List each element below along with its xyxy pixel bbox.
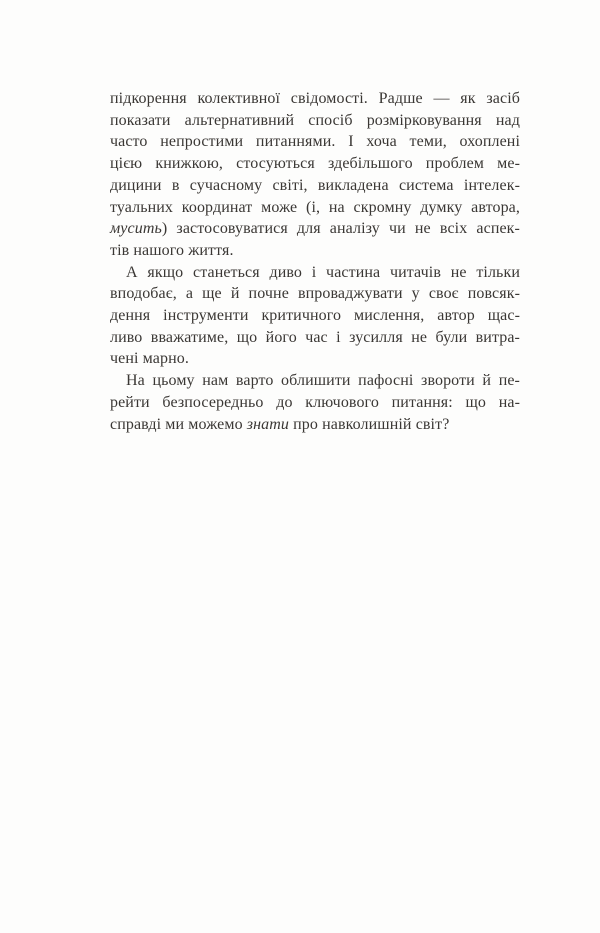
text-line: [110, 175, 520, 197]
text-line: [110, 414, 520, 436]
text-segment: часто непростими питаннями. І хоча теми, охоплені: [110, 133, 520, 151]
text-segment: тів нашого життя.: [110, 241, 234, 259]
text-line: [110, 240, 520, 262]
text-segment: рейти безпосередньо до ключового питання: що на-: [110, 393, 520, 411]
paragraph: [110, 370, 520, 435]
text-segment: чені марно.: [110, 350, 189, 368]
text-line: [110, 153, 520, 175]
text-segment: цією книжкою, стосуються здебільшого проблем ме-: [110, 155, 520, 173]
text-segment: ливо вважатиме, що його час і зусилля не були витра-: [110, 328, 520, 346]
text-segment: вподобає, а ще й почне впроваджувати у своє повсяк-: [110, 285, 520, 303]
text-line: [110, 197, 520, 219]
text-segment: про навколишній світ?: [289, 415, 450, 433]
text-segment: туальних координат може (і, на скромну думку автора,: [110, 198, 520, 216]
text-line: [110, 88, 520, 110]
italic-text-segment: знати: [246, 415, 290, 433]
text-segment: показати альтернативний спосіб розмірковування над: [110, 111, 520, 129]
text-line: [110, 283, 520, 305]
text-line: [110, 392, 520, 414]
body-text-block: [110, 88, 520, 435]
text-line: [110, 110, 520, 132]
text-segment: ) застосовуватися для аналізу чи не всіх аспек-: [161, 220, 520, 238]
text-segment: дення інструменти критичного мислення, автор щас-: [110, 307, 520, 325]
text-segment: справді ми можемо: [110, 415, 247, 433]
text-segment: На цьому нам варто облишити пафосні звороти й пе-: [126, 372, 520, 390]
italic-text-segment: мусить: [110, 220, 162, 238]
text-line: [110, 262, 520, 284]
text-line: [110, 131, 520, 153]
text-line: [110, 370, 520, 392]
paragraph: [110, 88, 520, 262]
text-line: [110, 218, 520, 240]
text-segment: А якщо станеться диво і частина читачів не тільки: [126, 263, 520, 281]
text-line: [110, 327, 520, 349]
paragraph: [110, 262, 520, 371]
text-line: [110, 305, 520, 327]
text-segment: підкорення колективної свідомості. Радше — як засіб: [110, 90, 520, 107]
text-segment: дицини в сучасному світі, викладена система інтелек-: [110, 176, 520, 194]
text-line: [110, 348, 520, 370]
